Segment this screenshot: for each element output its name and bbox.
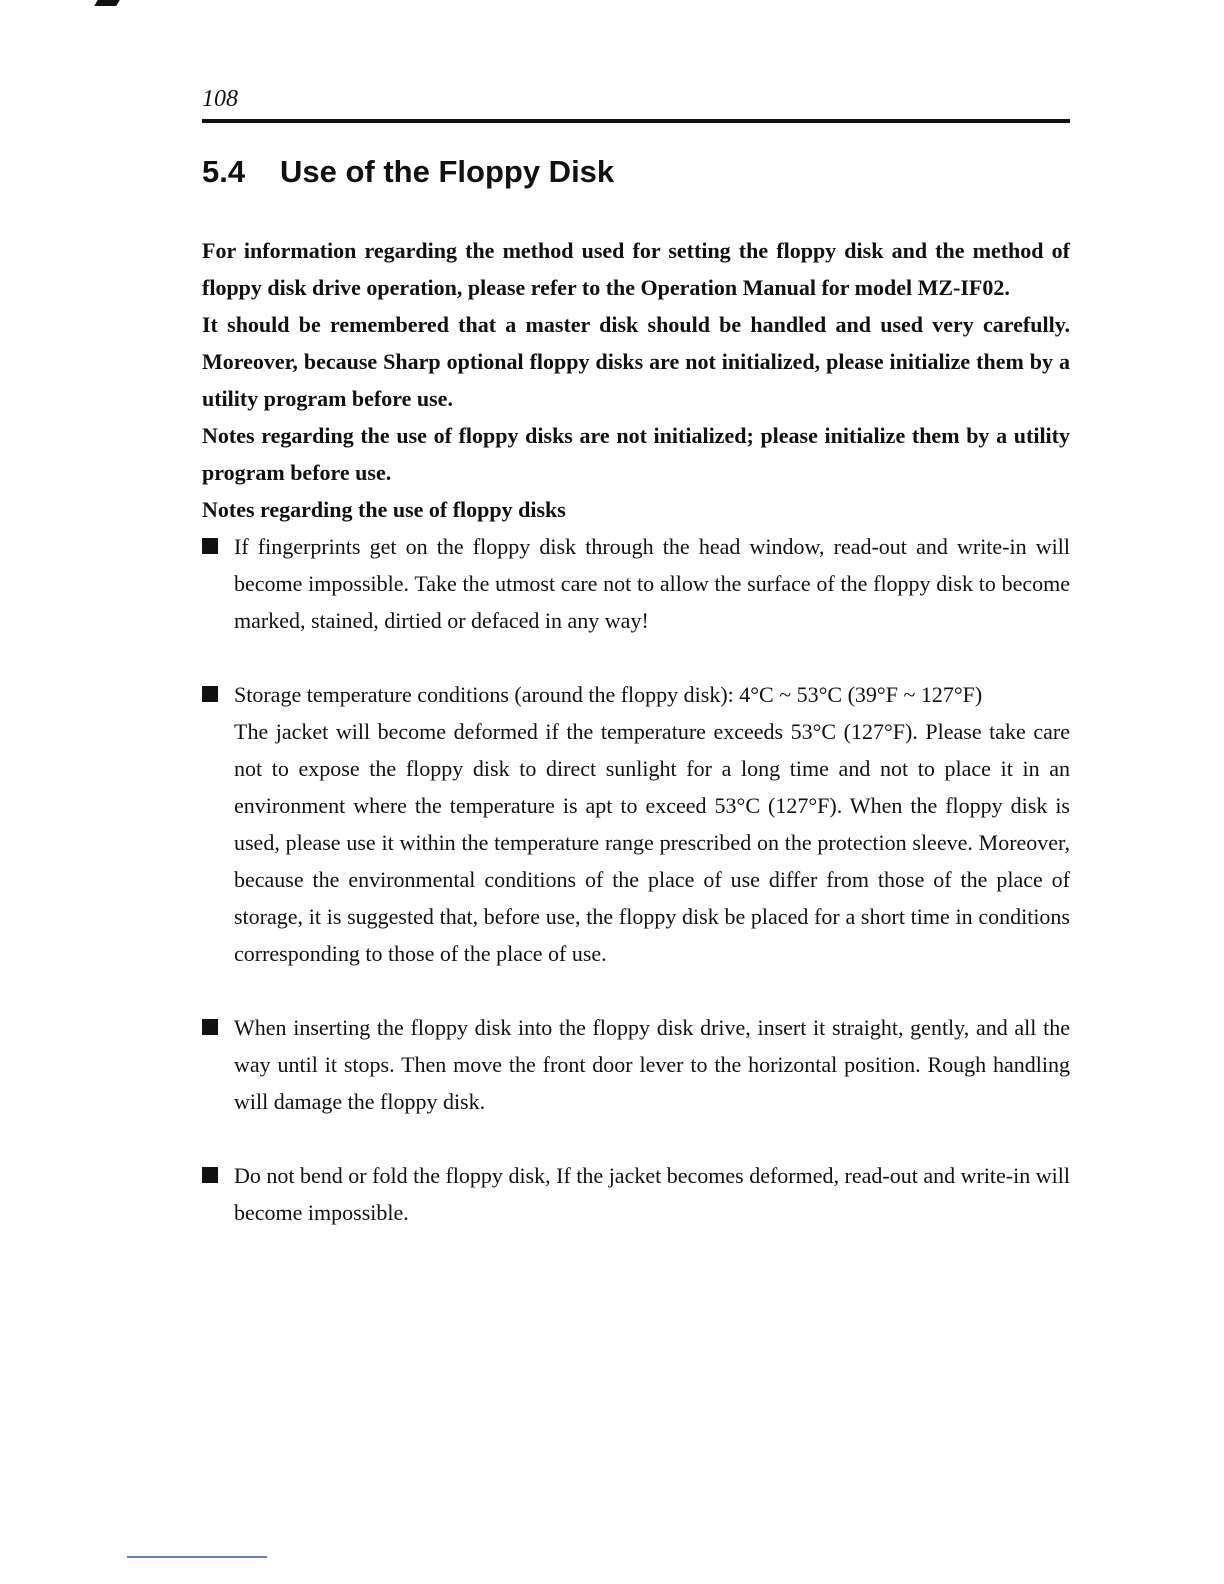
square-bullet-icon [202,686,218,702]
bullet-item [202,1157,1070,1231]
bullet-text: Do not bend or fold the floppy disk, If the jacket becomes deformed, read-out and write-in will become impossible. [234,1163,1070,1225]
bullet-text: The jacket will become deformed if the temperature exceeds 53°C (127°F). Please take care not to expose the floppy disk to direct sunlight for a long time and not to place it in an environment where the temperature is apt to exceed 53°C (127°F). When the floppy disk is used, please use it within the temperature range prescribed on the protection sleeve. Moreover, because the environmental conditions of the place of use differ from those of the place of storage, it is suggested that, before use, the floppy disk be placed for a short time in conditions corresponding to those of the place of use. [234,719,1070,966]
section-title-text: Use of the Floppy Disk [280,154,615,189]
page-number: 108 [202,86,238,112]
square-bullet-icon [202,1019,218,1035]
intro-paragraph: Notes regarding the use of floppy disks are not initialized; please initialize them by a utility program before use. [202,423,1070,485]
page-content [202,232,1070,1231]
bottom-edge-line [127,1556,267,1558]
section-number: 5.4 [202,154,246,189]
section-title [202,152,614,192]
intro-paragraph: For information regarding the method used for setting the floppy disk and the method of floppy disk drive operation, please refer to the Operation Manual for model MZ-IF02. [202,238,1070,300]
intro-paragraph: It should be remembered that a master disk should be handled and used very carefully. Moreover, because Sharp optional floppy disks are not initialized, please initialize them by a utility program before use. [202,312,1070,411]
scan-artifact-mark [94,0,119,6]
square-bullet-icon [202,538,218,554]
square-bullet-icon [202,1167,218,1183]
header-rule [202,119,1070,123]
bullet-item [202,1009,1070,1120]
bullet-text: If fingerprints get on the floppy disk through the head window, read-out and write-in will become impossible. Take the utmost care not to allow the surface of the floppy disk to become marked, stained, dirtied or defaced in any way! [234,534,1070,633]
notes-heading: Notes regarding the use of floppy disks [202,497,566,522]
bullet-item [202,676,1070,972]
bullet-item [202,528,1070,639]
bullet-text: When inserting the floppy disk into the floppy disk drive, insert it straight, gently, and all the way until it stops. Then move the front door lever to the horizontal position. Rough handling will damage the floppy disk. [234,1015,1070,1114]
bullet-text: Storage temperature conditions (around the floppy disk): 4°C ~ 53°C (39°F ~ 127°F) [234,682,983,707]
